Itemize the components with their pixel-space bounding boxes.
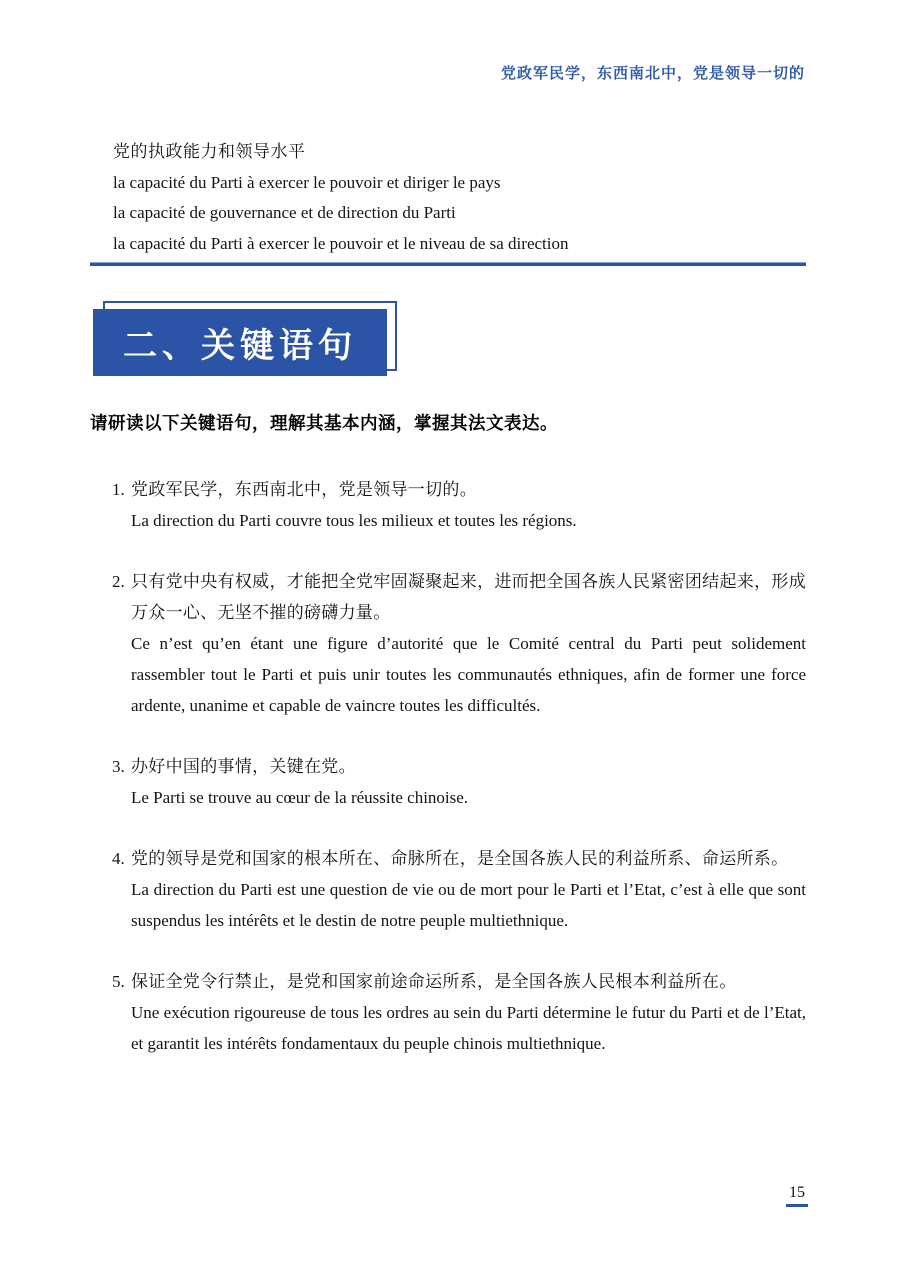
list-item [112,966,806,1059]
sentence-zh: 只有党中央有权威，才能把全党牢固凝聚起来，进而把全国各族人民紧密团结起来，形成万众一心、无坚不摧的磅礴力量。 [131,572,806,622]
page-number [786,1184,808,1207]
page-number-underline [786,1204,808,1207]
section-title: 二、关键语句 [93,309,387,376]
vocab-translation: la capacité du Parti à exercer le pouvoir et le niveau de sa direction [113,233,569,253]
sentence-zh: 办好中国的事情，关键在党。 [131,757,356,776]
sentence-zh: 党的领导是党和国家的根本所在、命脉所在，是全国各族人民的利益所系、命运所系。 [131,849,789,868]
vocab-term-zh: 党的执政能力和领导水平 [113,142,306,161]
list-item [112,751,806,813]
sentence-zh: 党政军民学，东西南北中，党是领导一切的。 [131,480,477,499]
key-sentence-list [112,474,806,1089]
list-item [112,843,806,936]
sentence-fr: Une exécution rigoureuse de tous les ordres au sein du Parti détermine le futur du Parti et de l’Etat, et garantit les intérêts fondamentaux du peuple chinois multiethnique. [131,1003,806,1053]
sentence-fr: Le Parti se trouve au cœur de la réussite chinoise. [131,788,469,807]
list-item [112,566,806,721]
running-header: 党政军民学，东西南北中，党是领导一切的 [500,65,805,82]
item-number: 5. [112,972,125,991]
section-divider-line [90,262,806,266]
sentence-fr: Ce n’est qu’en étant une figure d’autorité que le Comité central du Parti peut solidement rassembler tout le Parti et puis unir toutes les communautés ethniques, afin de former une force ardente, unanime et capable de vaincre toutes les difficultés. [131,634,806,715]
item-number: 3. [112,757,125,776]
sentence-fr: La direction du Parti est une question de vie ou de mort pour le Parti et l’Etat, c’est à elle que sont suspendus les intérêts et le destin de notre peuple multiethnique. [131,880,806,930]
item-number: 4. [112,849,125,868]
vocab-block [113,137,807,259]
instruction-text: 请研读以下关键语句，理解其基本内涵，掌握其法文表达。 [90,413,558,433]
page-number-value: 15 [789,1184,805,1201]
vocab-translation: la capacité du Parti à exercer le pouvoir et diriger le pays [113,172,501,192]
sentence-fr: La direction du Parti couvre tous les milieux et toutes les régions. [131,511,577,530]
item-number: 1. [112,480,125,499]
list-item [112,474,806,536]
vocab-translation: la capacité de gouvernance et de direction du Parti [113,203,456,222]
section-banner [93,301,403,381]
item-number: 2. [112,572,125,591]
sentence-zh: 保证全党令行禁止，是党和国家前途命运所系，是全国各族人民根本利益所在。 [131,972,737,991]
